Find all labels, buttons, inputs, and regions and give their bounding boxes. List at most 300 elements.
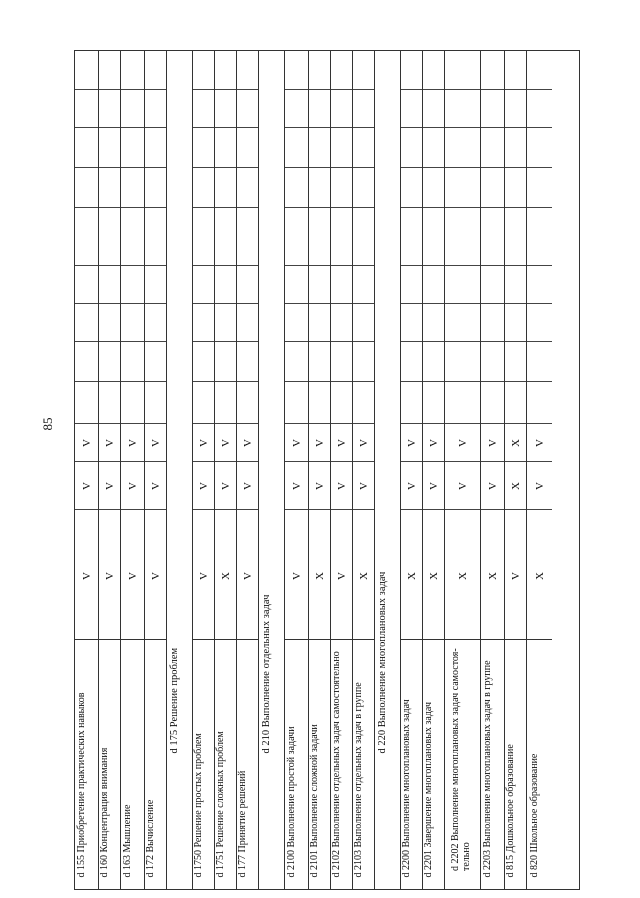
assessment-mark: V bbox=[509, 571, 522, 580]
assessment-mark: V bbox=[80, 481, 93, 490]
table-cell bbox=[193, 509, 214, 641]
table-cell bbox=[145, 51, 166, 89]
row-label bbox=[193, 639, 214, 889]
table-cell bbox=[445, 127, 480, 167]
assessment-mark: X bbox=[427, 571, 440, 580]
table-cell bbox=[331, 303, 352, 341]
row-label bbox=[215, 639, 236, 889]
table-cell bbox=[215, 265, 236, 303]
table-cell bbox=[121, 461, 144, 509]
table-cell bbox=[145, 89, 166, 127]
table-cell bbox=[237, 89, 258, 127]
assessment-mark: V bbox=[313, 481, 326, 490]
row-label bbox=[423, 639, 444, 889]
table-cell bbox=[445, 461, 480, 509]
table-cell bbox=[285, 167, 308, 207]
table-row bbox=[309, 51, 331, 889]
table-cell bbox=[401, 381, 422, 423]
row-label bbox=[121, 639, 144, 889]
table-cell bbox=[193, 167, 214, 207]
row-label bbox=[309, 639, 330, 889]
table-cell bbox=[145, 341, 166, 381]
assessment-mark: X bbox=[357, 571, 370, 580]
table-cell bbox=[99, 89, 120, 127]
table-cell bbox=[145, 167, 166, 207]
table-cell bbox=[445, 207, 480, 265]
assessment-mark: X bbox=[405, 571, 418, 580]
table-cell bbox=[401, 127, 422, 167]
table-cell bbox=[285, 265, 308, 303]
assessment-mark: X bbox=[313, 571, 326, 580]
table-cell bbox=[423, 341, 444, 381]
table-cell bbox=[309, 265, 330, 303]
row-label-text: d 155 Приобретение практических навыков bbox=[75, 692, 87, 878]
table-cell bbox=[445, 509, 480, 641]
table-cell bbox=[121, 167, 144, 207]
table-cell bbox=[309, 89, 330, 127]
table-cell bbox=[423, 265, 444, 303]
table-cell bbox=[481, 381, 504, 423]
assessment-mark: V bbox=[241, 438, 254, 447]
table-cell bbox=[445, 265, 480, 303]
table-cell bbox=[481, 303, 504, 341]
table-row bbox=[527, 51, 552, 889]
table-cell bbox=[193, 381, 214, 423]
table-cell bbox=[99, 423, 120, 461]
assessment-mark: V bbox=[103, 438, 116, 447]
table-cell bbox=[121, 265, 144, 303]
table-cell bbox=[505, 265, 526, 303]
table-cell bbox=[99, 341, 120, 381]
table-cell bbox=[481, 207, 504, 265]
table-cell bbox=[423, 509, 444, 641]
table-cell bbox=[193, 51, 214, 89]
table-cell bbox=[285, 381, 308, 423]
assessment-mark: V bbox=[533, 481, 546, 490]
table-cell bbox=[353, 341, 374, 381]
table-cell bbox=[309, 127, 330, 167]
table-cell bbox=[215, 341, 236, 381]
table-cell bbox=[121, 127, 144, 167]
table-cell bbox=[75, 167, 98, 207]
table-cell bbox=[193, 423, 214, 461]
table-cell bbox=[145, 423, 166, 461]
table-cell bbox=[331, 461, 352, 509]
row-label bbox=[353, 639, 374, 889]
row-label-text: d 2201 Завершение многоплановых задач bbox=[422, 702, 434, 878]
table-cell bbox=[401, 461, 422, 509]
table-row bbox=[331, 51, 353, 889]
section-header-row bbox=[375, 51, 401, 889]
table-cell bbox=[193, 207, 214, 265]
table-cell bbox=[353, 381, 374, 423]
section-header-text: d 175 Решение проблем bbox=[168, 647, 180, 754]
row-label-text: d 177 Принятие решений bbox=[236, 770, 248, 878]
assessment-mark: V bbox=[456, 481, 469, 490]
table-cell bbox=[527, 381, 552, 423]
table-cell bbox=[331, 341, 352, 381]
table-cell bbox=[445, 303, 480, 341]
table-cell bbox=[145, 381, 166, 423]
table-cell bbox=[527, 509, 552, 641]
assessment-mark: V bbox=[427, 438, 440, 447]
table-cell bbox=[193, 341, 214, 381]
table-cell bbox=[505, 423, 526, 461]
table-row bbox=[423, 51, 445, 889]
row-label-text: d 2200 Выполнение многоплановых задач bbox=[400, 699, 412, 878]
table-cell bbox=[121, 207, 144, 265]
table-cell bbox=[215, 423, 236, 461]
table-cell bbox=[237, 341, 258, 381]
table-cell bbox=[75, 423, 98, 461]
table-cell bbox=[285, 89, 308, 127]
table-cell bbox=[121, 51, 144, 89]
table-cell bbox=[423, 89, 444, 127]
table-cell bbox=[99, 461, 120, 509]
table-cell bbox=[215, 51, 236, 89]
assessment-mark: V bbox=[197, 438, 210, 447]
table-cell bbox=[237, 127, 258, 167]
table-cell bbox=[505, 381, 526, 423]
table-cell bbox=[285, 207, 308, 265]
table-cell bbox=[331, 51, 352, 89]
table-cell bbox=[505, 207, 526, 265]
table-cell bbox=[285, 509, 308, 641]
table-cell bbox=[423, 207, 444, 265]
row-label-text: d 163 Мышление bbox=[121, 804, 133, 878]
table-cell bbox=[285, 423, 308, 461]
table-cell bbox=[527, 265, 552, 303]
table-cell bbox=[331, 207, 352, 265]
assessment-mark: V bbox=[290, 481, 303, 490]
table-cell bbox=[309, 51, 330, 89]
table-cell bbox=[401, 167, 422, 207]
table-row bbox=[193, 51, 215, 889]
table-cell bbox=[75, 509, 98, 641]
table-cell bbox=[481, 167, 504, 207]
table-row bbox=[505, 51, 527, 889]
section-header-text: d 220 Выполнение многоплановых задач bbox=[376, 571, 388, 754]
row-label-text: d 160 Концентрация внимания bbox=[98, 747, 110, 878]
table-row bbox=[285, 51, 309, 889]
assessment-mark: V bbox=[486, 438, 499, 447]
table-row bbox=[481, 51, 505, 889]
table-cell bbox=[193, 127, 214, 167]
assessment-mark: V bbox=[335, 571, 348, 580]
section-header-text: d 210 Выполнение отдельных задач bbox=[260, 594, 272, 754]
table-cell bbox=[215, 461, 236, 509]
table-cell bbox=[215, 167, 236, 207]
table-cell bbox=[75, 207, 98, 265]
table-cell bbox=[285, 127, 308, 167]
table-row bbox=[99, 51, 121, 889]
assessment-table bbox=[74, 50, 580, 890]
table-cell bbox=[237, 207, 258, 265]
table-cell bbox=[145, 509, 166, 641]
assessment-mark: V bbox=[149, 438, 162, 447]
table-cell bbox=[75, 51, 98, 89]
table-cell bbox=[309, 341, 330, 381]
table-cell bbox=[527, 423, 552, 461]
row-label-text: d 820 Школьное образование bbox=[528, 753, 540, 878]
table-cell bbox=[75, 89, 98, 127]
table-cell bbox=[99, 265, 120, 303]
row-label-text: d 2103 Выполнение отдельных задач в группе bbox=[352, 682, 364, 878]
table-cell bbox=[481, 265, 504, 303]
table-cell bbox=[481, 89, 504, 127]
row-label-text: d 2101 Выполнение сложной задачи bbox=[308, 724, 320, 878]
table-cell bbox=[75, 381, 98, 423]
assessment-mark: V bbox=[241, 481, 254, 490]
table-cell bbox=[527, 341, 552, 381]
table-cell bbox=[75, 341, 98, 381]
table-cell bbox=[237, 265, 258, 303]
table-cell bbox=[481, 423, 504, 461]
assessment-mark: V bbox=[126, 571, 139, 580]
row-label bbox=[99, 639, 120, 889]
table-cell bbox=[99, 207, 120, 265]
table-cell bbox=[331, 167, 352, 207]
table-cell bbox=[99, 509, 120, 641]
row-label-text: d 2100 Выполнение простой задачи bbox=[285, 726, 297, 878]
table-cell bbox=[445, 51, 480, 89]
row-label bbox=[285, 639, 308, 889]
assessment-mark: V bbox=[80, 438, 93, 447]
table-row bbox=[75, 51, 99, 889]
section-header bbox=[259, 49, 284, 889]
table-row bbox=[237, 51, 259, 889]
assessment-mark: V bbox=[427, 481, 440, 490]
assessment-mark: X bbox=[533, 571, 546, 580]
table-cell bbox=[445, 89, 480, 127]
table-cell bbox=[353, 167, 374, 207]
table-cell bbox=[423, 381, 444, 423]
assessment-mark: V bbox=[197, 481, 210, 490]
assessment-mark: V bbox=[405, 438, 418, 447]
table-cell bbox=[309, 207, 330, 265]
table-cell bbox=[481, 127, 504, 167]
row-label-text: d 2102 Выполнение отдельных задач самостоятельно bbox=[330, 651, 342, 878]
table-cell bbox=[309, 461, 330, 509]
table-cell bbox=[237, 51, 258, 89]
assessment-mark: V bbox=[126, 481, 139, 490]
table-cell bbox=[285, 341, 308, 381]
assessment-mark: V bbox=[313, 438, 326, 447]
table-cell bbox=[527, 207, 552, 265]
table-cell bbox=[215, 89, 236, 127]
table-cell bbox=[331, 127, 352, 167]
table-cell bbox=[527, 89, 552, 127]
table-cell bbox=[121, 381, 144, 423]
assessment-mark: V bbox=[80, 571, 93, 580]
row-label bbox=[75, 639, 98, 889]
table-cell bbox=[193, 265, 214, 303]
table-cell bbox=[145, 207, 166, 265]
assessment-mark: V bbox=[357, 481, 370, 490]
table-cell bbox=[215, 127, 236, 167]
assessment-mark: V bbox=[103, 571, 116, 580]
table-cell bbox=[505, 303, 526, 341]
section-header-row bbox=[259, 51, 285, 889]
assessment-mark: X bbox=[509, 481, 522, 490]
table-cell bbox=[237, 303, 258, 341]
row-label-text: d 1751 Решение сложных проблем bbox=[214, 731, 226, 878]
table-cell bbox=[237, 461, 258, 509]
table-cell bbox=[423, 51, 444, 89]
table-cell bbox=[505, 51, 526, 89]
table-cell bbox=[401, 51, 422, 89]
table-cell bbox=[121, 509, 144, 641]
table-cell bbox=[331, 265, 352, 303]
table-row bbox=[215, 51, 237, 889]
row-label-text: d 1750 Решение простых проблем bbox=[192, 733, 204, 878]
row-label bbox=[445, 639, 480, 889]
table-cell bbox=[445, 381, 480, 423]
assessment-mark: V bbox=[126, 438, 139, 447]
table-cell bbox=[309, 167, 330, 207]
assessment-mark: V bbox=[357, 438, 370, 447]
table-cell bbox=[353, 265, 374, 303]
section-header bbox=[167, 49, 192, 889]
assessment-mark: V bbox=[149, 571, 162, 580]
row-label-text: d 2202 Выполнение многоплановых задач самостоя-тельно bbox=[450, 648, 472, 871]
table-cell bbox=[353, 509, 374, 641]
table-cell bbox=[401, 89, 422, 127]
table-cell bbox=[121, 303, 144, 341]
table-cell bbox=[121, 89, 144, 127]
table-cell bbox=[527, 303, 552, 341]
table-cell bbox=[145, 303, 166, 341]
assessment-mark: X bbox=[219, 571, 232, 580]
table-cell bbox=[481, 51, 504, 89]
table-cell bbox=[401, 423, 422, 461]
row-label bbox=[331, 639, 352, 889]
table-cell bbox=[331, 509, 352, 641]
table-cell bbox=[285, 303, 308, 341]
table-cell bbox=[331, 423, 352, 461]
assessment-mark: V bbox=[197, 571, 210, 580]
table-cell bbox=[401, 341, 422, 381]
row-label-text: d 815 Дошкольное образование bbox=[504, 744, 516, 878]
table-cell bbox=[237, 423, 258, 461]
table-cell bbox=[401, 265, 422, 303]
table-cell bbox=[99, 51, 120, 89]
assessment-mark: X bbox=[486, 571, 499, 580]
assessment-mark: V bbox=[335, 481, 348, 490]
row-label bbox=[481, 639, 504, 889]
row-label-text: d 2203 Выполнение многоплановых задач в группе bbox=[481, 660, 493, 878]
table-cell bbox=[445, 341, 480, 381]
table-cell bbox=[309, 509, 330, 641]
table-cell bbox=[527, 127, 552, 167]
assessment-mark: V bbox=[290, 571, 303, 580]
assessment-mark: V bbox=[290, 438, 303, 447]
table-cell bbox=[285, 51, 308, 89]
table-cell bbox=[121, 423, 144, 461]
table-row bbox=[353, 51, 375, 889]
assessment-mark: X bbox=[456, 571, 469, 580]
table-cell bbox=[505, 461, 526, 509]
assessment-mark: V bbox=[456, 438, 469, 447]
assessment-mark: V bbox=[405, 481, 418, 490]
table-cell bbox=[237, 509, 258, 641]
table-cell bbox=[75, 303, 98, 341]
assessment-mark: V bbox=[533, 438, 546, 447]
table-cell bbox=[481, 509, 504, 641]
table-cell bbox=[75, 265, 98, 303]
table-cell bbox=[423, 303, 444, 341]
table-cell bbox=[353, 423, 374, 461]
table-cell bbox=[309, 381, 330, 423]
table-cell bbox=[193, 89, 214, 127]
assessment-mark: V bbox=[335, 438, 348, 447]
assessment-mark: V bbox=[219, 481, 232, 490]
table-cell bbox=[445, 167, 480, 207]
table-row bbox=[401, 51, 423, 889]
table-cell bbox=[353, 51, 374, 89]
table-cell bbox=[331, 381, 352, 423]
page-number: 85 bbox=[40, 417, 55, 431]
table-cell bbox=[423, 127, 444, 167]
table-cell bbox=[445, 423, 480, 461]
table-cell bbox=[145, 127, 166, 167]
table-cell bbox=[505, 341, 526, 381]
table-cell bbox=[505, 167, 526, 207]
table-cell bbox=[423, 167, 444, 207]
assessment-mark: V bbox=[103, 481, 116, 490]
row-label-text: d 172 Вычисление bbox=[144, 799, 156, 878]
table-cell bbox=[505, 89, 526, 127]
table-cell bbox=[353, 207, 374, 265]
assessment-mark: V bbox=[149, 481, 162, 490]
row-label bbox=[145, 639, 166, 889]
table-cell bbox=[353, 303, 374, 341]
table-cell bbox=[145, 265, 166, 303]
table-cell bbox=[505, 127, 526, 167]
table-row bbox=[121, 51, 145, 889]
table-cell bbox=[145, 461, 166, 509]
table-cell bbox=[121, 341, 144, 381]
table-cell bbox=[75, 461, 98, 509]
table-cell bbox=[215, 381, 236, 423]
section-header-row bbox=[167, 51, 193, 889]
assessment-mark: X bbox=[509, 438, 522, 447]
table-row bbox=[145, 51, 167, 889]
row-label bbox=[505, 639, 526, 889]
table-cell bbox=[309, 423, 330, 461]
table-cell bbox=[215, 509, 236, 641]
assessment-mark: V bbox=[219, 438, 232, 447]
table-cell bbox=[215, 207, 236, 265]
table-cell bbox=[423, 423, 444, 461]
table-cell bbox=[237, 381, 258, 423]
table-cell bbox=[99, 127, 120, 167]
table-cell bbox=[527, 51, 552, 89]
table-cell bbox=[401, 207, 422, 265]
table-cell bbox=[481, 341, 504, 381]
table-cell bbox=[423, 461, 444, 509]
table-cell bbox=[285, 461, 308, 509]
table-cell bbox=[401, 303, 422, 341]
table-cell bbox=[527, 461, 552, 509]
table-cell bbox=[505, 509, 526, 641]
row-label bbox=[237, 639, 258, 889]
table-cell bbox=[353, 89, 374, 127]
table-cell bbox=[481, 461, 504, 509]
section-header bbox=[375, 49, 400, 889]
row-label bbox=[401, 639, 422, 889]
table-cell bbox=[99, 303, 120, 341]
